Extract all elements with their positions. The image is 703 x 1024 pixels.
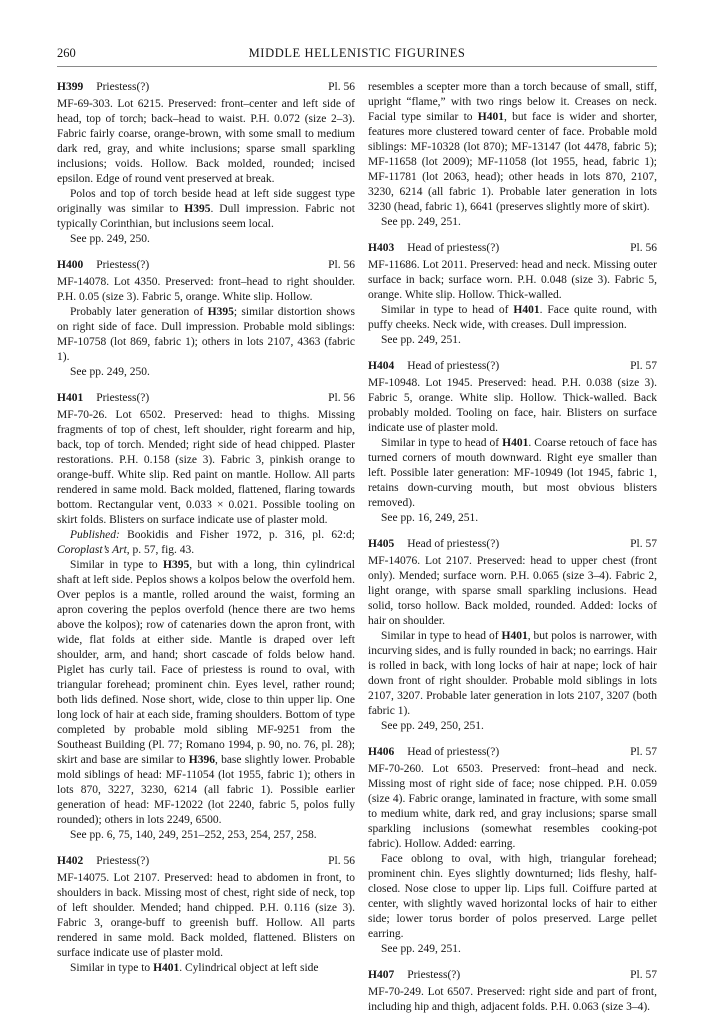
text-columns (57, 80, 657, 1015)
entry-paragraph: MF-70-260. Lot 6503. Preserved: front–head and neck. Missing most of right side of face; nose chipped. P.H. 0.059 (size 4). Fabric orange, laminated in fracture, with some small to medium white, dark red, and gray inclusions; sparse small sparkling inclusions (somewhat resembles cooking-pot fabric). Hollow. Added: earring. (368, 763, 657, 850)
entry-paragraph: See pp. 249, 250. (70, 366, 150, 378)
catalog-entry (368, 241, 657, 348)
entry-paragraph: MF-10948. Lot 1945. Preserved: head. P.H. 0.038 (size 3). Fabric 5, orange. White slip. Hollow. Thick-walled. Back probably molded. Tooling on face, hair. Blisters on surface indicate use of plaster mold. (368, 377, 657, 434)
plate-ref: Pl. 57 (630, 538, 657, 550)
plate-ref: Pl. 56 (328, 259, 355, 271)
entry-title: Priestess(?) (407, 969, 461, 981)
catalog-cross-reference: H396 (188, 754, 215, 766)
entry-id: H403 (368, 242, 395, 254)
entry-paragraph: Face oblong to oval, with high, triangular forehead; prominent chin. Eyes slightly downturned; lids fleshy, half-closed. Nose close to upper lip. Lips full. Coiffure parted at center, with slightly waved horizontal locks of hair to either side; lower torus border of polos preserved. Large pellet earring. (368, 853, 657, 940)
entry-heading (368, 968, 657, 983)
entry-paragraph: Similar in type to H395, but with a long, thin cylindrical shaft at left side. Peplos shows a kolpos below the overfold hem. Over peplos is a mantle, rolled around the waist, forming an apron covering the peplos overfold (hence there are two hems above the kolpos); row of catenaries down the apron front, with wide, flat folds at either side. Mantle is draped over left shoulder, arm, and hand; short cascade of folds below hand. Piglet has curly tail. Face of priestess is round to oval, with triangular forehead; prominent chin. Eyes level, rather round; both lids defined. Nose short, wide, close to thin upper lip. One long lock of hair at each side, framing shoulders. Bottom of type completed by probable mold sibling MF-9251 from the Southeast Building (Pl. 77; Romano 1994, p. 90, no. 76, pl. 28); skirt and base are similar to H396, base slightly lower. Probable mold siblings of head: MF-11054 (lot 1955, fabric 1); others in lots 870, 3227, 3230, 6214 (all fabric 1). Possible earlier generation of head: MF-12022 (lot 2240, fabric 5, polos fully rounded); others in lots 2249, 6500. (57, 559, 355, 826)
catalog-cross-reference: H395 (207, 306, 234, 318)
entry-paragraph: MF-70-249. Lot 6507. Preserved: right side and part of front, including hip and thigh, adjacent folds. P.H. 0.063 (size 3–4). (368, 986, 657, 1013)
italic-text: Coroplast’s Art (57, 544, 127, 556)
entry-heading (368, 745, 657, 760)
header-rule (57, 66, 657, 67)
entry-title: Priestess(?) (96, 259, 150, 271)
entry-heading (57, 391, 355, 406)
catalog-cross-reference: H401 (501, 630, 528, 642)
catalog-entry (368, 968, 657, 1015)
entry-id: H404 (368, 360, 395, 372)
entry-heading (57, 80, 355, 95)
catalog-cross-reference: H395 (163, 559, 190, 571)
entry-id: H400 (57, 259, 84, 271)
catalog-cross-reference: H401 (502, 437, 529, 449)
catalog-entry (368, 537, 657, 734)
entry-paragraph: MF-14076. Lot 2107. Preserved: head to upper chest (front only). Mended; surface worn. P.H. 0.065 (size 3–4). Fabric 2, light orange, with sparse small sparkling inclusions. Head solid, torso hollow. Back molded, rounded. Added: locks of hair on shoulder. (368, 555, 657, 627)
catalog-cross-reference: H401 (153, 962, 180, 974)
entry-title: Head of priestess(?) (407, 746, 500, 758)
plate-ref: Pl. 56 (630, 242, 657, 254)
catalog-entry (57, 80, 355, 247)
plate-ref: Pl. 56 (328, 855, 355, 867)
entry-paragraph: See pp. 249, 250, 251. (381, 720, 484, 732)
entry-title: Head of priestess(?) (407, 242, 500, 254)
entry-title: Priestess(?) (96, 392, 150, 404)
column-right (368, 80, 657, 1015)
catalog-cross-reference: H395 (184, 203, 211, 215)
entry-id: H399 (57, 81, 84, 93)
entry-title: Priestess(?) (96, 855, 150, 867)
plate-ref: Pl. 57 (630, 969, 657, 981)
entry-title: Priestess(?) (96, 81, 150, 93)
entry-paragraph: See pp. 249, 250. (70, 233, 150, 245)
catalog-entry-continuation (368, 80, 657, 230)
plate-ref: Pl. 57 (630, 360, 657, 372)
catalog-entry (368, 745, 657, 957)
entry-heading (368, 359, 657, 374)
entry-paragraph: Similar in type to H401. Cylindrical object at left side (70, 962, 319, 974)
entry-heading (57, 854, 355, 869)
entry-id: H405 (368, 538, 395, 550)
entry-paragraph: Published: Bookidis and Fisher 1972, p. 316, pl. 62:d; Coroplast’s Art, p. 57, fig. 43. (57, 529, 355, 556)
entry-paragraph: MF-69-303. Lot 6215. Preserved: front–center and left side of head, top of torch; back–head to waist. P.H. 0.072 (size 2–3). Fabric fairly coarse, orange-brown, with some small to medium dark red, gray, and white inclusions; sparse small sparkling inclusions; voids. Hollow. Back molded, rounded; incised epsilon. Edge of round vent preserved at break. (57, 98, 355, 185)
entry-paragraph: MF-14078. Lot 4350. Preserved: front–head to right shoulder. P.H. 0.05 (size 3). Fabric 5, orange. White slip. Hollow. (57, 276, 355, 303)
plate-ref: Pl. 56 (328, 392, 355, 404)
entry-id: H407 (368, 969, 395, 981)
entry-title: Head of priestess(?) (407, 538, 500, 550)
catalog-cross-reference: H401 (513, 304, 540, 316)
catalog-entry (368, 359, 657, 526)
catalog-entry (57, 391, 355, 843)
entry-heading (368, 537, 657, 552)
entry-id: H402 (57, 855, 84, 867)
entry-title: Head of priestess(?) (407, 360, 500, 372)
page-header (57, 46, 657, 62)
catalog-cross-reference: H401 (477, 111, 504, 123)
entry-paragraph: Probably later generation of H395; similar distortion shows on right side of face. Dull impression. Probable mold siblings: MF-10758 (lot 869, fabric 1); others in lots 2107, 4363 (fabric 1). (57, 306, 355, 363)
entry-id: H406 (368, 746, 395, 758)
entry-paragraph: See pp. 16, 249, 251. (381, 512, 479, 524)
entry-heading (368, 241, 657, 256)
catalog-entry (57, 854, 355, 976)
entry-paragraph: Similar in type to head of H401. Face quite round, with puffy cheeks. Neck wide, with creases. Dull impression. (368, 304, 657, 331)
entry-id: H401 (57, 392, 84, 404)
plate-ref: Pl. 57 (630, 746, 657, 758)
entry-paragraph: See pp. 249, 251. (381, 943, 461, 955)
entry-paragraph: Similar in type to head of H401. Coarse retouch of face has turned corners of mouth downward. Right eye smaller than left. Possible later generation: MF-10949 (lot 1945, fabric 1, retains down-curving mouth, but most obvious blisters removed). (368, 437, 657, 509)
column-left (57, 80, 355, 1015)
entry-paragraph: MF-70-26. Lot 6502. Preserved: head to thighs. Missing fragments of top of chest, left shoulder, right forearm and hip, back, top of torch. Mended; right side of head chipped. Plaster restorations. P.H. 0.158 (size 3). Fabric 3, pinkish orange to orange-buff. White slip. Red paint on mantle. Hollow. All parts rendered in same mold. Back molded, flattened, flaring towards bottom. Rectangular vent, 0.033 × 0.021. Possible tooling on skirt folds. Blisters on surface indicate use of plaster mold. (57, 409, 355, 526)
entry-paragraph: Polos and top of torch beside head at left side suggest type originally was similar to H395. Dull impression. Fabric not typically Corinthian, but inclusions seem local. (57, 188, 355, 230)
entry-paragraph: MF-14075. Lot 2107. Preserved: head to abdomen in front, to shoulders in back. Missing most of chest, right side of neck, top of left shoulder. Mended; hand chipped. P.H. 0.116 (size 3). Fabric 3, orange-buff to greenish buff. Hollow. All parts rendered in same mold. Back molded, flattened. Blisters on surface indicate use of plaster mold. (57, 872, 355, 959)
entry-paragraph: Similar in type to head of H401, but polos is narrower, with incurving sides, and is fully rounded in back; no earrings. Hair is rolled in back, with long locks of hair at nape; lock of hair down front of right shoulder. Probable mold siblings in lots 2107, 3207. Probable later generation in lots 2107, 3207 (both fabric 1). (368, 630, 657, 717)
entry-paragraph: See pp. 249, 251. (381, 216, 461, 228)
catalog-entry (57, 258, 355, 380)
entry-paragraph: See pp. 6, 75, 140, 249, 251–252, 253, 254, 257, 258. (70, 829, 317, 841)
entry-paragraph: MF-11686. Lot 2011. Preserved: head and neck. Missing outer surface in back; surface worn. P.H. 0.048 (size 3). Fabric 5, orange. White slip. Hollow. Thick-walled. (368, 259, 657, 301)
entry-heading (57, 258, 355, 273)
entry-paragraph: See pp. 249, 251. (381, 334, 461, 346)
plate-ref: Pl. 56 (328, 81, 355, 93)
italic-text: Published: (70, 529, 120, 541)
running-title: MIDDLE HELLENISTIC FIGURINES (248, 46, 466, 60)
page-number: 260 (57, 46, 76, 60)
entry-paragraph: resembles a scepter more than a torch because of small, stiff, upright “flame,” with two rings below it. Creases on neck. Facial type similar to H401, but face is wider and shorter, features more clustered toward center of face. Probable mold siblings: MF-10328 (lot 870); MF-13147 (lot 4478, fabric 5); MF-11658 (lot 2009); MF-11058 (lot 1955, head, fabric 1); MF-11781 (lot 2063, head); other heads in lots 870, 2107, 3230, 6214 (all fabric 1). Probable later generation in lots 3230 (head, fabric 1), 6641 (preserves slightly more of skirt). (368, 81, 657, 213)
